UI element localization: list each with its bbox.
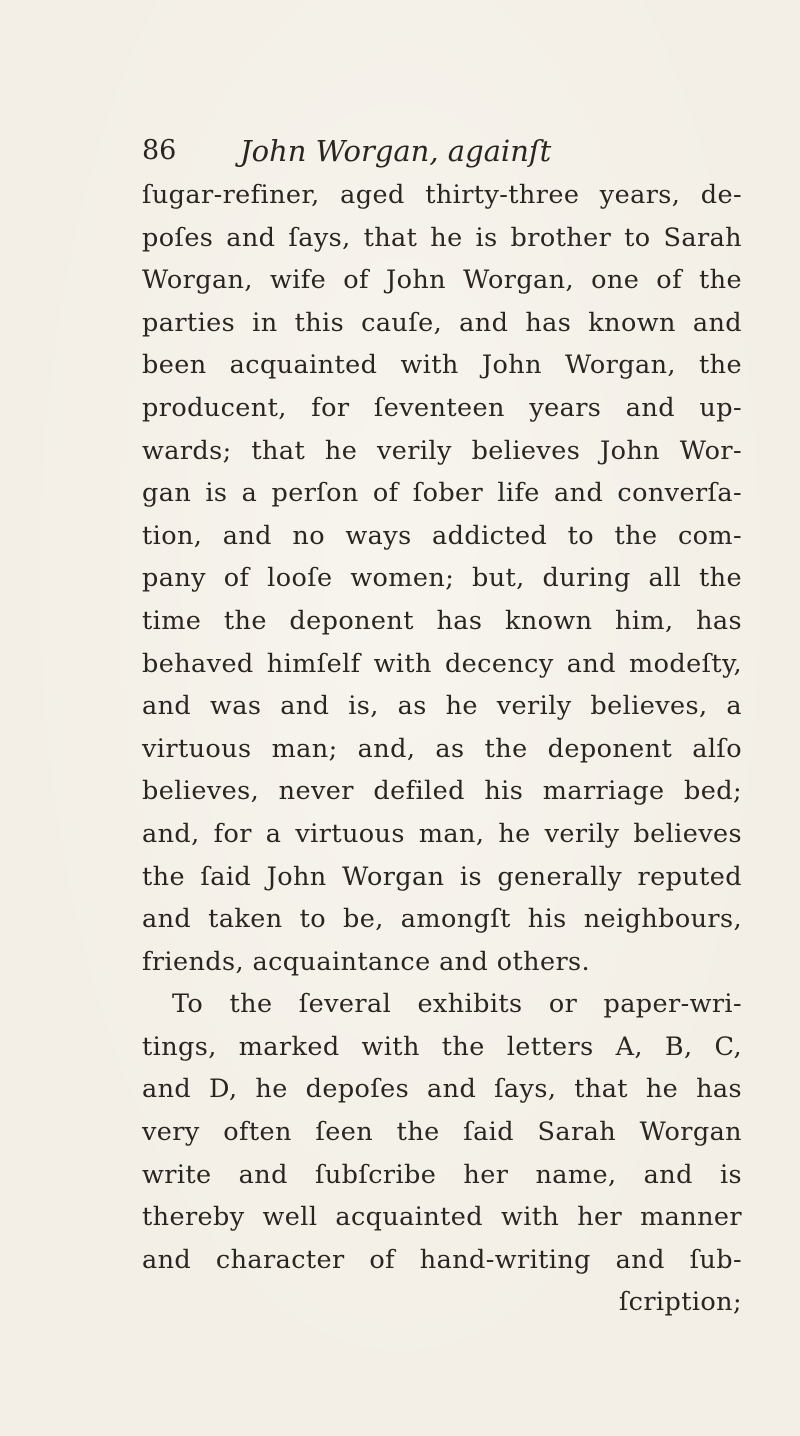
text-line: gan is a perſon of ſober life and converſa- <box>142 478 742 509</box>
text-line: write and ſubſcribe her name, and is <box>142 1159 742 1190</box>
text-line: very often ſeen the ſaid Sarah Worgan <box>142 1117 742 1148</box>
text-line: and D, he depoſes and ſays, that he has <box>142 1074 742 1105</box>
body-text <box>142 174 742 1324</box>
page-header <box>142 126 742 176</box>
text-line: and, for a virtuous man, he verily believes <box>142 818 742 849</box>
text-line: ſugar-refiner, aged thirty-three years, de- <box>142 180 742 210</box>
text-line: parties in this cauſe, and has known and <box>142 307 742 338</box>
text-line: tings, marked with the letters A, B, C, <box>142 1031 742 1062</box>
text-line: been acquainted with John Worgan, the <box>142 350 742 381</box>
text-line: and character of hand-writing and ſub- <box>142 1244 742 1275</box>
text-line: virtuous man; and, as the deponent alſo <box>142 733 742 764</box>
text-line: wards; that he verily believes John Wor- <box>142 435 742 466</box>
text-line: Worgan, wife of John Worgan, one of the <box>142 265 742 296</box>
text-line: ſcription; <box>618 1287 742 1318</box>
text-line: behaved himſelf with decency and modeſty, <box>142 648 742 679</box>
text-line: and taken to be, amongſt his neighbours, <box>142 904 742 935</box>
text-line: To the ſeveral exhibits or paper-wri- <box>172 989 742 1020</box>
text-line: and was and is, as he verily believes, a <box>142 691 742 722</box>
text-line: believes, never defiled his marriage bed; <box>142 776 742 807</box>
text-line: tion, and no ways addicted to the com- <box>142 520 742 551</box>
text-line: pany of looſe women; but, during all the <box>142 563 742 594</box>
text-line: thereby well acquainted with her manner <box>142 1202 742 1233</box>
running-head: John Worgan, againſt <box>240 134 552 168</box>
text-line: the ſaid John Worgan is generally reputed <box>142 861 742 892</box>
text-line: producent, for ſeventeen years and up- <box>142 392 742 423</box>
page-number: 86 <box>142 135 177 166</box>
text-line: friends, acquaintance and others. <box>142 946 591 977</box>
text-line: poſes and ſays, that he is brother to Sarah <box>142 222 742 253</box>
text-line: time the deponent has known him, has <box>142 605 742 636</box>
